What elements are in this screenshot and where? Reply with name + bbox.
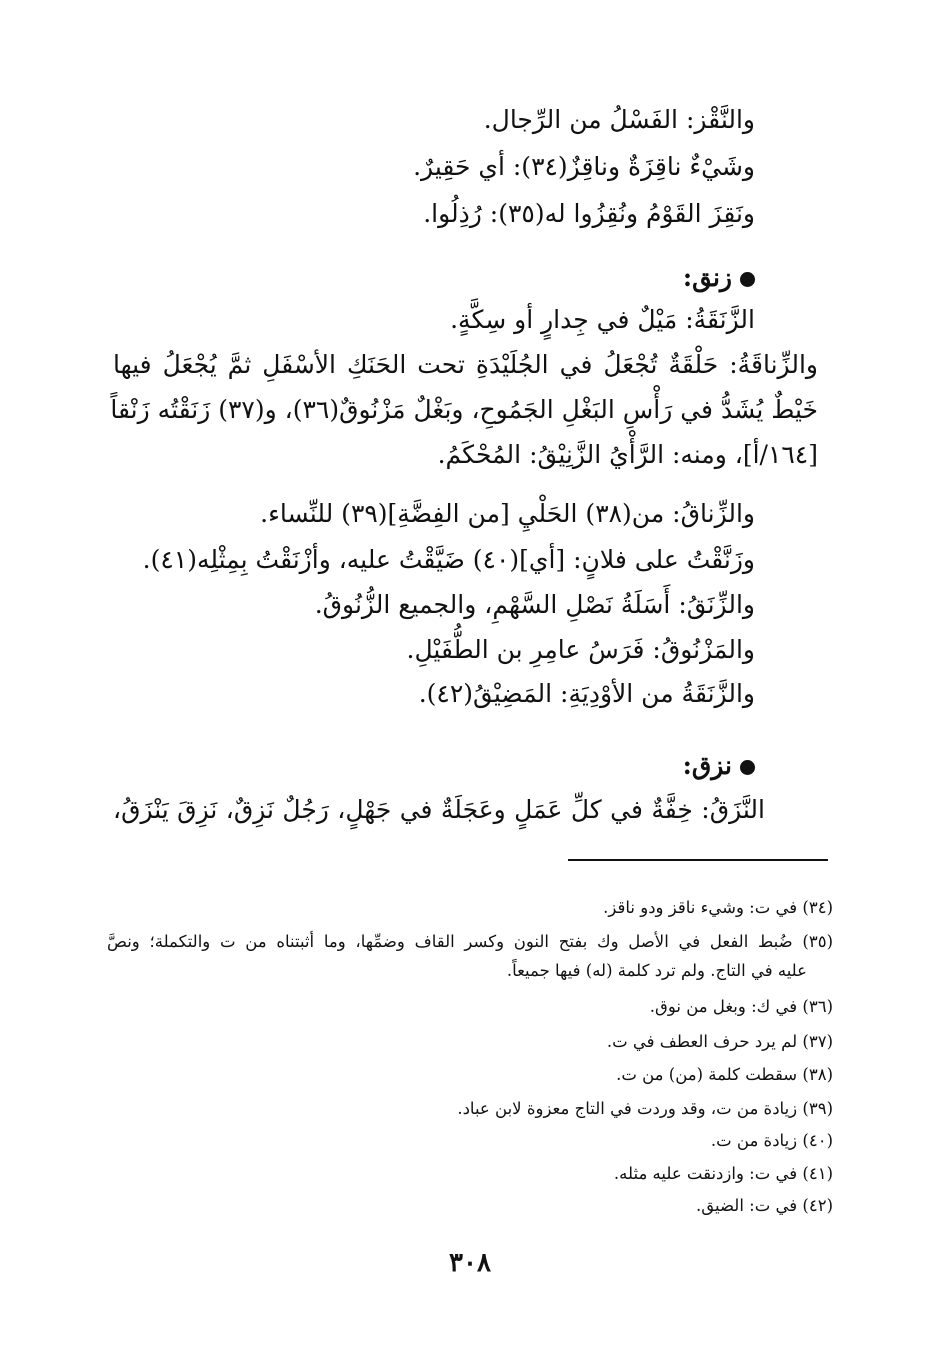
entry-heading-nazq: [683, 748, 755, 784]
footnote-35: (٣٥) ضُبط الفعل في الأصل وك بفتح النون وكسر القاف وضمِّها، وما أثبتناه من ت والتكملة؛ ونصَّ: [107, 932, 833, 951]
text-line-7: [١٦٤/أ]، ومنه: الرَّأْيُ الزَّنِيْقُ: المُحْكَمُ.: [437, 440, 818, 469]
text-line-6: خَيْطٌ يُشَدُّ في رَأْسِ البَغْلِ الجَمُوحِ، وبَغْلٌ مَزْنُوقٌ(٣٦)، و(٣٧) زَنَقْتُه زَنْقاً: [110, 395, 818, 424]
page-number: ٣٠٨: [449, 1248, 491, 1278]
bullet-icon: [740, 272, 755, 287]
text-line-12: والزَّنَقَةُ من الأوْدِيَةِ: المَضِيْقُ(٤٢).: [418, 679, 755, 708]
footnote-36: (٣٦) في ك: وبغل من نوق.: [649, 997, 833, 1016]
footnote-34: (٣٤) في ت: وشيء ناقز ودو ناقز.: [603, 898, 833, 917]
text-line-8: والزِّناقُ: من(٣٨) الحَلْيِ [من الفِضَّةِ](٣٩) للنِّساء.: [260, 499, 755, 528]
footnote-38: (٣٨) سقطت كلمة (من) من ت.: [616, 1065, 833, 1084]
footnote-40: (٤٠) زيادة من ت.: [710, 1131, 833, 1150]
text-line-2: وشَيْءٌ ناقِزَةٌ وناقِزٌ(٣٤): أي حَقِيرٌ.: [413, 152, 755, 181]
text-line-4: الزَّنَقَةُ: مَيْلٌ في جِدارٍ أو سِكَّةٍ.: [450, 305, 755, 334]
footnote-37: (٣٧) لم يرد حرف العطف في ت.: [606, 1032, 833, 1051]
footnote-41: (٤١) في ت: وازدنقت عليه مثله.: [613, 1164, 833, 1183]
text-line-10: والزِّنَقُ: أَسَلَةُ نَصْلِ السَّهْمِ، والجميع الزُّنُوقُ.: [314, 590, 755, 619]
entry-heading-zanq: [683, 260, 755, 296]
text-line-11: والمَزْنُوقُ: فَرَسُ عامِرِ بن الطُّفَيْلِ.: [406, 635, 755, 664]
footnote-separator: [568, 859, 828, 861]
text-line-9: وزَنَّقْتُ على فلانٍ: [أي](٤٠) ضَيَّقْتُ عليه، وأزْنَقْتُ بِمِثْلِه(٤١).: [142, 545, 755, 574]
footnote-35-continued: عليه في التاج. ولم ترد كلمة (له) فيها جميعاً.: [506, 961, 807, 980]
text-line-1: والنَّقْز: الفَسْلُ من الرِّجال.: [483, 105, 755, 134]
bullet-icon: [740, 760, 755, 775]
entry-heading-label: زنق:: [682, 263, 732, 292]
entry-heading-label: نزق:: [682, 751, 732, 780]
text-line-3: ونَقِزَ القَوْمُ ونُقِزُوا له(٣٥): رُذِلُوا.: [423, 199, 755, 228]
footnote-42: (٤٢) في ت: الضيق.: [696, 1196, 833, 1215]
footnote-39: (٣٩) زيادة من ت، وقد وردت في التاج معزوة لابن عباد.: [457, 1099, 833, 1118]
text-line-13: النَّزَقُ: خِفَّةٌ في كلِّ عَمَلٍ وعَجَلَةٌ في جَهْلٍ، رَجُلٌ نَزِقٌ، نَزِقَ يَنْزَقُ،: [113, 795, 765, 824]
text-line-5: والزِّناقَةُ: حَلْقَةٌ تُجْعَلُ في الجُلَيْدَةِ تحت الحَنَكِ الأسْفَلِ ثمَّ يُجْعَلُ فيها: [113, 350, 818, 379]
